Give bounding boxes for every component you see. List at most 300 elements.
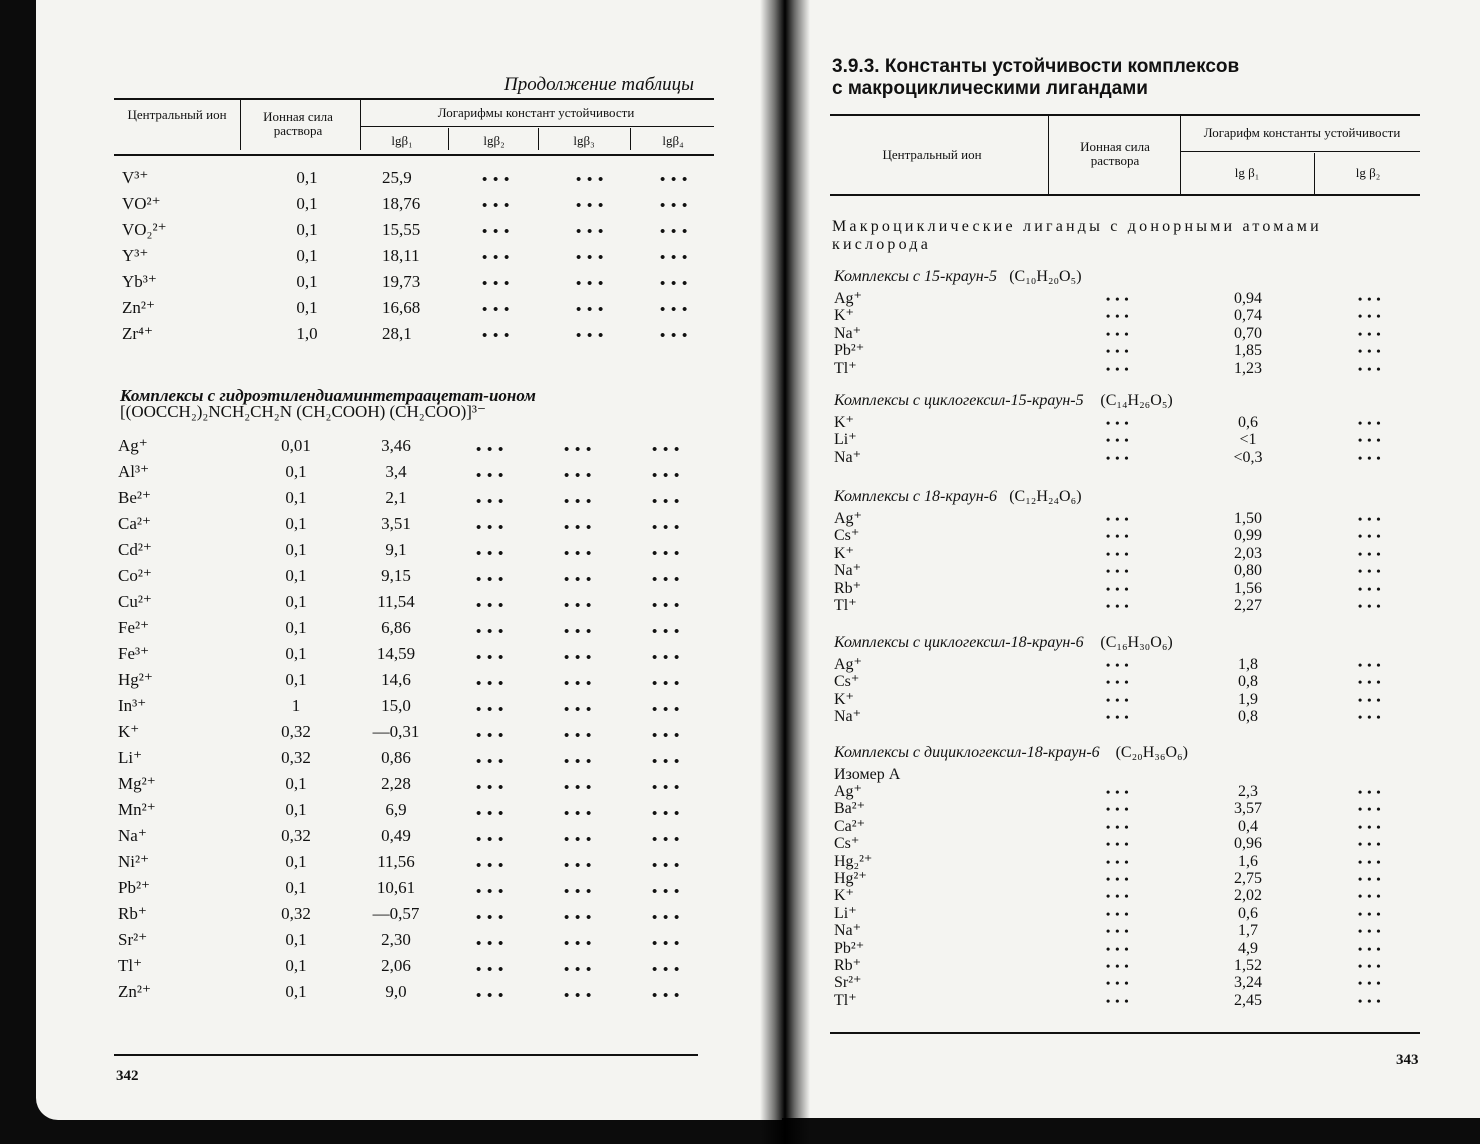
dots-placeholder: • • •: [476, 910, 505, 926]
subsection-title: Комплексы с циклогексил-18-краун-6: [834, 634, 1084, 651]
dots-placeholder: • • •: [482, 172, 511, 188]
dots-placeholder: • • •: [576, 302, 605, 318]
dots-placeholder: • • •: [1106, 658, 1130, 672]
table-cell-ion: Ag⁺: [834, 783, 862, 800]
dots-placeholder: • • •: [660, 250, 689, 266]
table-cell-lgb1: 2,03: [1234, 544, 1262, 562]
dots-placeholder: • • •: [1358, 529, 1382, 544]
dots-placeholder: • • •: [564, 468, 593, 484]
right-header-log-constant: Логарифм константы устойчивости: [1203, 125, 1401, 140]
table-cell-ion: Zn²⁺: [122, 298, 155, 317]
dots-placeholder: • • •: [1358, 819, 1382, 834]
dots-placeholder: • • •: [652, 832, 681, 848]
dots-placeholder: • • •: [1106, 837, 1130, 852]
subsection-formula: (C₁₄H₂₆O₅): [1100, 392, 1173, 409]
dots-placeholder: • • •: [1358, 993, 1382, 1008]
table-cell-ion: K⁺: [834, 414, 854, 431]
dots-placeholder: • • •: [576, 276, 605, 292]
table-cell-ionic-strength: 0,1: [285, 956, 307, 975]
dots-placeholder: • • •: [652, 884, 681, 900]
table-cell-ion: Ag⁺: [834, 290, 862, 307]
dots-placeholder: • • •: [1358, 675, 1382, 690]
header-ionic-strength: Ионная сила раствора: [263, 109, 333, 138]
dots-placeholder: • • •: [1358, 959, 1382, 973]
table-cell-ionic-strength: 0,1: [285, 540, 307, 559]
dots-placeholder: • • •: [482, 276, 511, 292]
page-number-left: 342: [116, 1068, 139, 1084]
col-divider: [448, 128, 449, 150]
col-divider: [630, 128, 631, 150]
dots-placeholder: • • •: [476, 832, 505, 848]
table-cell-ion: Tl⁺: [118, 956, 143, 975]
table-cell-ionic-strength: 0,1: [285, 982, 307, 1001]
dots-placeholder: • • •: [476, 676, 505, 692]
section-heading-line2: с макроциклическими лигандами: [832, 78, 1148, 99]
table-cell-ion: Be²⁺: [118, 488, 151, 507]
table-cell-ion: Tl⁺: [834, 991, 857, 1009]
table-cell-ionic-strength: 0,1: [285, 930, 307, 949]
dots-placeholder: • • •: [652, 858, 681, 874]
dots-placeholder: • • •: [660, 276, 689, 292]
table-cell-ion: Rb⁺: [834, 957, 862, 974]
table-cell-ionic-strength: 0,1: [296, 220, 318, 239]
dots-placeholder: • • •: [652, 546, 681, 562]
table-cell-lgb1: 11,56: [377, 852, 415, 871]
table-cell-ion: Ni²⁺: [118, 852, 150, 871]
table-cell-lgb1: 18,11: [382, 246, 420, 265]
dots-placeholder: • • •: [476, 936, 505, 952]
dots-placeholder: • • •: [476, 962, 505, 978]
dots-placeholder: • • •: [652, 572, 681, 588]
dots-placeholder: • • •: [652, 910, 681, 926]
table-cell-ionic-strength: 0,1: [296, 272, 318, 291]
dots-placeholder: • • •: [1106, 564, 1130, 579]
dots-placeholder: • • •: [564, 572, 593, 588]
dots-placeholder: • • •: [476, 572, 505, 588]
table-cell-lgb1: 15,55: [382, 220, 421, 239]
table-cell-ion: Ca²⁺: [834, 817, 866, 835]
dots-placeholder: • • •: [652, 676, 681, 692]
table-cell-ionic-strength: 0,1: [285, 852, 307, 871]
dots-placeholder: • • •: [1106, 361, 1130, 376]
isomer-label: Изомер А: [834, 766, 901, 783]
table-cell-ion: K⁺: [834, 307, 854, 325]
dots-placeholder: • • •: [1106, 785, 1130, 799]
header-log-constants: Логарифмы констант устойчивости: [437, 105, 635, 120]
dots-placeholder: • • •: [564, 598, 593, 614]
table-cell-ion: K⁺: [118, 722, 140, 741]
table-cell-ionic-strength: 0,1: [296, 168, 318, 187]
dots-placeholder: • • •: [1106, 802, 1130, 817]
table-cell-ionic-strength: 1,0: [296, 324, 318, 343]
dots-placeholder: • • •: [652, 780, 681, 796]
table-cell-ion: VO₂²⁺: [122, 220, 167, 239]
dots-placeholder: • • •: [482, 302, 511, 318]
dots-placeholder: • • •: [1106, 581, 1130, 596]
dots-placeholder: • • •: [476, 780, 505, 796]
table-cell-ion: Cs⁺: [834, 835, 860, 853]
table-cell-ionic-strength: 0,1: [285, 488, 307, 507]
table-cell-lgb1: 1,8: [1238, 656, 1258, 673]
subsection-formula: (C₁₆H₃₀O₆): [1100, 634, 1173, 651]
table-cell-ionic-strength: 0,1: [285, 462, 307, 481]
table-cell-ionic-strength: 0,1: [285, 566, 307, 585]
dots-placeholder: • • •: [564, 702, 593, 718]
table-cell-ion: Rb⁺: [834, 579, 862, 597]
subsection-title: Комплексы с дициклогексил-18-краун-6: [834, 744, 1100, 761]
table-cell-lgb1: 3,24: [1234, 974, 1262, 992]
section-title: Комплексы с гидроэтилендиаминтетраацетат-ионом: [120, 386, 536, 405]
table-cell-ion: Li⁺: [834, 431, 857, 449]
dots-placeholder: • • •: [564, 988, 593, 1004]
table-cell-ion: Cu²⁺: [118, 592, 152, 611]
dots-placeholder: • • •: [564, 754, 593, 770]
table-cell-ion: Hg₂²⁺: [834, 852, 873, 870]
dots-placeholder: • • •: [1358, 344, 1382, 359]
dots-placeholder: • • •: [476, 520, 505, 536]
dots-placeholder: • • •: [476, 442, 505, 458]
dots-placeholder: • • •: [652, 494, 681, 510]
dots-placeholder: • • •: [576, 172, 605, 188]
right-header-bottom-rule: [830, 194, 1420, 196]
dots-placeholder: • • •: [1358, 802, 1382, 817]
dots-placeholder: • • •: [476, 806, 505, 822]
dots-placeholder: • • •: [1106, 529, 1130, 544]
dots-placeholder: • • •: [660, 302, 689, 318]
table-cell-ion: Rb⁺: [118, 904, 147, 923]
section-formula: [(OOCCH₂)₂NCH₂CH₂N (CH₂COOH) (CH₂COO)]³⁻: [120, 402, 487, 421]
dots-placeholder: • • •: [652, 520, 681, 536]
table-cell-ion: Zn²⁺: [118, 982, 151, 1001]
dots-placeholder: • • •: [476, 884, 505, 900]
right-bottom-rule: [830, 1032, 1420, 1034]
table-cell-lgb1: 14,6: [381, 670, 411, 689]
table-cell-lgb1: 19,73: [382, 272, 421, 291]
dots-placeholder: • • •: [1106, 906, 1130, 921]
header-lgb3: lgβ₃: [573, 133, 595, 148]
table-cell-lgb1: 6,9: [385, 800, 407, 819]
table-cell-ionic-strength: 0,32: [281, 722, 311, 741]
header-central-ion: Центральный ион: [127, 107, 227, 122]
dots-placeholder: • • •: [1106, 710, 1130, 725]
dots-placeholder: • • •: [482, 328, 511, 344]
table-cell-ion: Na⁺: [834, 448, 862, 466]
dots-placeholder: • • •: [564, 546, 593, 562]
dots-placeholder: • • •: [1106, 416, 1130, 430]
table-cell-lgb1: 2,27: [1234, 597, 1262, 614]
table-cell-ion: In³⁺: [118, 696, 147, 715]
dots-placeholder: • • •: [576, 224, 605, 240]
dots-placeholder: • • •: [564, 728, 593, 744]
table-cell-lgb1: 1,52: [1234, 957, 1262, 974]
table-cell-lgb1: 18,76: [382, 194, 421, 213]
table-cell-lgb1: 9,15: [381, 566, 411, 585]
table-cell-ionic-strength: 0,32: [281, 904, 311, 923]
page-number-right: 343: [1396, 1052, 1419, 1068]
table-cell-ionic-strength: 0,1: [285, 800, 307, 819]
table-cell-lgb1: 2,06: [381, 956, 411, 975]
dots-placeholder: • • •: [1358, 361, 1382, 376]
table-cell-ion: Al³⁺: [118, 462, 150, 481]
dots-placeholder: • • •: [1106, 692, 1130, 707]
dots-placeholder: • • •: [564, 962, 593, 978]
table-cell-ion: Li⁺: [118, 748, 143, 767]
table-cell-lgb1: 1,9: [1238, 690, 1258, 708]
dots-placeholder: • • •: [1358, 710, 1382, 725]
dots-placeholder: • • •: [1106, 344, 1130, 359]
dots-placeholder: • • •: [1106, 924, 1130, 939]
table-cell-ion: Sr²⁺: [834, 974, 862, 992]
table-cell-ionic-strength: 1: [291, 696, 301, 715]
dots-placeholder: • • •: [1358, 785, 1382, 799]
dots-placeholder: • • •: [1358, 906, 1382, 921]
table-cell-lgb1: 6,86: [381, 618, 411, 637]
col-divider: [1180, 116, 1181, 194]
dots-placeholder: • • •: [476, 858, 505, 874]
dots-placeholder: • • •: [564, 858, 593, 874]
header-lgb1: lgβ₁: [391, 133, 413, 148]
dots-placeholder: • • •: [1358, 692, 1382, 707]
table-cell-ion: Y³⁺: [122, 246, 149, 265]
table-cell-lgb1: 16,68: [382, 298, 421, 317]
table-cell-lgb1: 10,61: [376, 878, 416, 897]
dots-placeholder: • • •: [576, 328, 605, 344]
dots-placeholder: • • •: [564, 884, 593, 900]
table-cell-lgb1: 2,75: [1234, 870, 1262, 887]
table-cell-lgb1: 3,4: [385, 462, 407, 481]
dots-placeholder: • • •: [482, 198, 511, 214]
subsection-title: Комплексы с 15-краун-5: [834, 268, 997, 285]
dots-placeholder: • • •: [1358, 837, 1382, 852]
dots-placeholder: • • •: [1106, 512, 1130, 526]
right-header-lgb2: lg β₂: [1355, 165, 1381, 180]
dots-placeholder: • • •: [564, 650, 593, 666]
table-cell-lgb1: 0,6: [1238, 414, 1258, 431]
table-cell-lgb1: 2,30: [381, 930, 411, 949]
table-cell-ion: Na⁺: [834, 922, 862, 940]
table-cell-ion: Ag⁺: [834, 656, 862, 673]
table-cell-ion: Hg²⁺: [118, 670, 153, 689]
table-cell-ion: Ag⁺: [834, 510, 862, 527]
col-divider: [240, 100, 241, 150]
table-cell-lgb1: 1,23: [1234, 359, 1262, 377]
table-cell-lgb1: 2,28: [381, 774, 411, 793]
table-cell-lgb1: 28,1: [382, 324, 412, 343]
header-lgb2: lgβ₂: [483, 133, 505, 148]
table-cell-ion: Fe²⁺: [118, 618, 150, 637]
dots-placeholder: • • •: [1358, 889, 1382, 904]
dots-placeholder: • • •: [1106, 889, 1130, 904]
dots-placeholder: • • •: [564, 936, 593, 952]
dots-placeholder: • • •: [564, 676, 593, 692]
dots-placeholder: • • •: [482, 224, 511, 240]
table-cell-ionic-strength: 0,1: [285, 592, 307, 611]
dots-placeholder: • • •: [652, 754, 681, 770]
table-cell-ion: Cs⁺: [834, 527, 860, 545]
table-cell-ion: Mg²⁺: [118, 774, 156, 793]
table-cell-lgb1: 2,45: [1234, 991, 1262, 1009]
table-cell-ion: VO²⁺: [122, 194, 161, 213]
dots-placeholder: • • •: [476, 494, 505, 510]
dots-placeholder: • • •: [652, 598, 681, 614]
table-cell-lgb1: 2,1: [385, 488, 407, 507]
dots-placeholder: • • •: [1106, 941, 1130, 956]
dots-placeholder: • • •: [1106, 599, 1130, 613]
table-cell-ion: Zr⁴⁺: [122, 324, 153, 343]
table-cell-lgb1: 3,57: [1234, 800, 1262, 818]
dots-placeholder: • • •: [1358, 924, 1382, 939]
dots-placeholder: • • •: [1358, 658, 1382, 672]
continuation-caption: Продолжение таблицы: [504, 74, 695, 95]
dots-placeholder: • • •: [1358, 976, 1382, 991]
right-page: [782, 0, 1480, 1118]
table-cell-ion: Cs⁺: [834, 673, 860, 691]
table-cell-ionic-strength: 0,1: [296, 298, 318, 317]
dots-placeholder: • • •: [652, 988, 681, 1004]
dots-placeholder: • • •: [1358, 433, 1382, 448]
table-cell-ion: Na⁺: [834, 324, 862, 342]
table-cell-ion: Pb²⁺: [118, 878, 151, 897]
dots-placeholder: • • •: [564, 806, 593, 822]
dots-placeholder: • • •: [1358, 546, 1382, 561]
dots-placeholder: • • •: [652, 728, 681, 744]
dots-placeholder: • • •: [652, 442, 681, 458]
dots-placeholder: • • •: [564, 910, 593, 926]
left-page: [36, 0, 782, 1120]
table-cell-lgb1: 0,49: [381, 826, 411, 845]
table-cell-ion: K⁺: [834, 544, 854, 562]
dots-placeholder: • • •: [476, 598, 505, 614]
dots-placeholder: • • •: [1106, 872, 1130, 886]
dots-placeholder: • • •: [660, 198, 689, 214]
table-cell-lgb1: 1,7: [1238, 922, 1258, 940]
table-cell-ion: V³⁺: [122, 168, 149, 187]
dots-placeholder: • • •: [652, 468, 681, 484]
table-cell-lgb1: 0,6: [1238, 904, 1258, 922]
table-cell-ionic-strength: 0,1: [285, 878, 307, 897]
table-cell-ion: Na⁺: [834, 562, 862, 580]
table-cell-lgb1: —0,57: [372, 904, 420, 923]
table-cell-lgb1: 2,02: [1234, 887, 1262, 905]
table-cell-ion: Tl⁺: [834, 597, 857, 614]
table-cell-lgb1: 1,85: [1234, 342, 1262, 360]
dots-placeholder: • • •: [652, 702, 681, 718]
dots-placeholder: • • •: [652, 650, 681, 666]
table-cell-lgb1: 0,4: [1238, 817, 1258, 835]
dots-placeholder: • • •: [1106, 675, 1130, 690]
table-cell-lgb1: 0,86: [381, 748, 411, 767]
dots-placeholder: • • •: [660, 224, 689, 240]
table-cell-lgb1: 0,99: [1234, 527, 1262, 545]
dots-placeholder: • • •: [482, 250, 511, 266]
table-cell-ion: Pb²⁺: [834, 939, 865, 957]
dots-placeholder: • • •: [652, 624, 681, 640]
table-cell-ion: Cd²⁺: [118, 540, 152, 559]
dots-placeholder: • • •: [1358, 326, 1382, 341]
table-cell-lgb1: 2,3: [1238, 783, 1258, 800]
dots-placeholder: • • •: [660, 172, 689, 188]
table-cell-ionic-strength: 0,1: [296, 246, 318, 265]
right-header-central-ion: Центральный ион: [882, 147, 982, 162]
table-cell-lgb1: 11,54: [377, 592, 415, 611]
dots-placeholder: • • •: [1358, 872, 1382, 886]
dots-placeholder: • • •: [1106, 292, 1130, 306]
table-cell-lgb1: 1,6: [1238, 852, 1258, 870]
table-cell-ion: Ba²⁺: [834, 800, 866, 818]
table-cell-ionic-strength: 0,01: [281, 436, 311, 455]
dots-placeholder: • • •: [1358, 564, 1382, 579]
table-cell-lgb1: —0,31: [372, 722, 420, 741]
table-cell-lgb1: 0,94: [1234, 290, 1262, 307]
table-cell-ion: Mn²⁺: [118, 800, 156, 819]
table-cell-lgb1: 0,8: [1238, 673, 1258, 691]
dots-placeholder: • • •: [476, 728, 505, 744]
col-divider: [360, 100, 361, 150]
bottom-rule: [114, 1054, 698, 1056]
right-table-top-rule: [830, 114, 1420, 116]
dots-placeholder: • • •: [476, 988, 505, 1004]
dots-placeholder: • • •: [1358, 854, 1382, 869]
table-cell-lgb1: 9,1: [385, 540, 407, 559]
table-cell-ion: Sr²⁺: [118, 930, 148, 949]
table-cell-lgb1: 3,51: [381, 514, 411, 533]
table-cell-lgb1: 25,9: [382, 168, 412, 187]
right-header-ionic-strength: Ионная сила раствора: [1080, 139, 1150, 168]
ligand-group-title: Макроциклические лиганды с донорными атомами кислорода: [832, 218, 1322, 253]
table-cell-lgb1: 0,80: [1234, 562, 1262, 580]
col-divider: [1314, 153, 1315, 194]
dots-placeholder: • • •: [476, 468, 505, 484]
table-cell-ion: K⁺: [834, 887, 854, 905]
dots-placeholder: • • •: [564, 520, 593, 536]
table-cell-lgb1: 15,0: [381, 696, 411, 715]
header-bottom-rule: [114, 154, 714, 156]
header-sub-rule: [1180, 151, 1420, 152]
dots-placeholder: • • •: [1106, 959, 1130, 973]
table-cell-ionic-strength: 0,1: [285, 618, 307, 637]
dots-placeholder: • • •: [1106, 450, 1130, 465]
table-cell-lgb1: <1: [1239, 431, 1257, 449]
dots-placeholder: • • •: [652, 806, 681, 822]
table-cell-lgb1: 9,0: [385, 982, 407, 1001]
table-cell-lgb1: <0,3: [1233, 448, 1263, 466]
table-cell-ionic-strength: 0,1: [296, 194, 318, 213]
table-cell-ion: Tl⁺: [834, 359, 857, 377]
dots-placeholder: • • •: [1106, 819, 1130, 834]
dots-placeholder: • • •: [564, 832, 593, 848]
right-header-lgb1: lg β₁: [1234, 165, 1260, 180]
dots-placeholder: • • •: [564, 494, 593, 510]
dots-placeholder: • • •: [1358, 599, 1382, 613]
table-cell-ion: Ag⁺: [118, 436, 148, 455]
dots-placeholder: • • •: [564, 442, 593, 458]
dots-placeholder: • • •: [1106, 993, 1130, 1008]
table-cell-lgb1: 14,59: [376, 644, 416, 663]
table-cell-lgb1: 0,70: [1234, 324, 1262, 342]
table-cell-ion: Li⁺: [834, 904, 857, 922]
subsection-formula: (C₂₀H₃₆O₆): [1115, 744, 1188, 761]
subsection-formula: (C₁₀H₂₀O₅): [1009, 268, 1082, 285]
dots-placeholder: • • •: [476, 702, 505, 718]
table-cell-ionic-strength: 0,32: [281, 826, 311, 845]
table-cell-ion: Na⁺: [834, 708, 862, 726]
table-cell-ion: Yb³⁺: [122, 272, 157, 291]
dots-placeholder: • • •: [1106, 309, 1130, 324]
table-cell-lgb1: 1,56: [1234, 579, 1262, 597]
col-divider: [538, 128, 539, 150]
table-cell-lgb1: 0,96: [1234, 835, 1262, 853]
table-cell-ion: Fe³⁺: [118, 644, 150, 663]
